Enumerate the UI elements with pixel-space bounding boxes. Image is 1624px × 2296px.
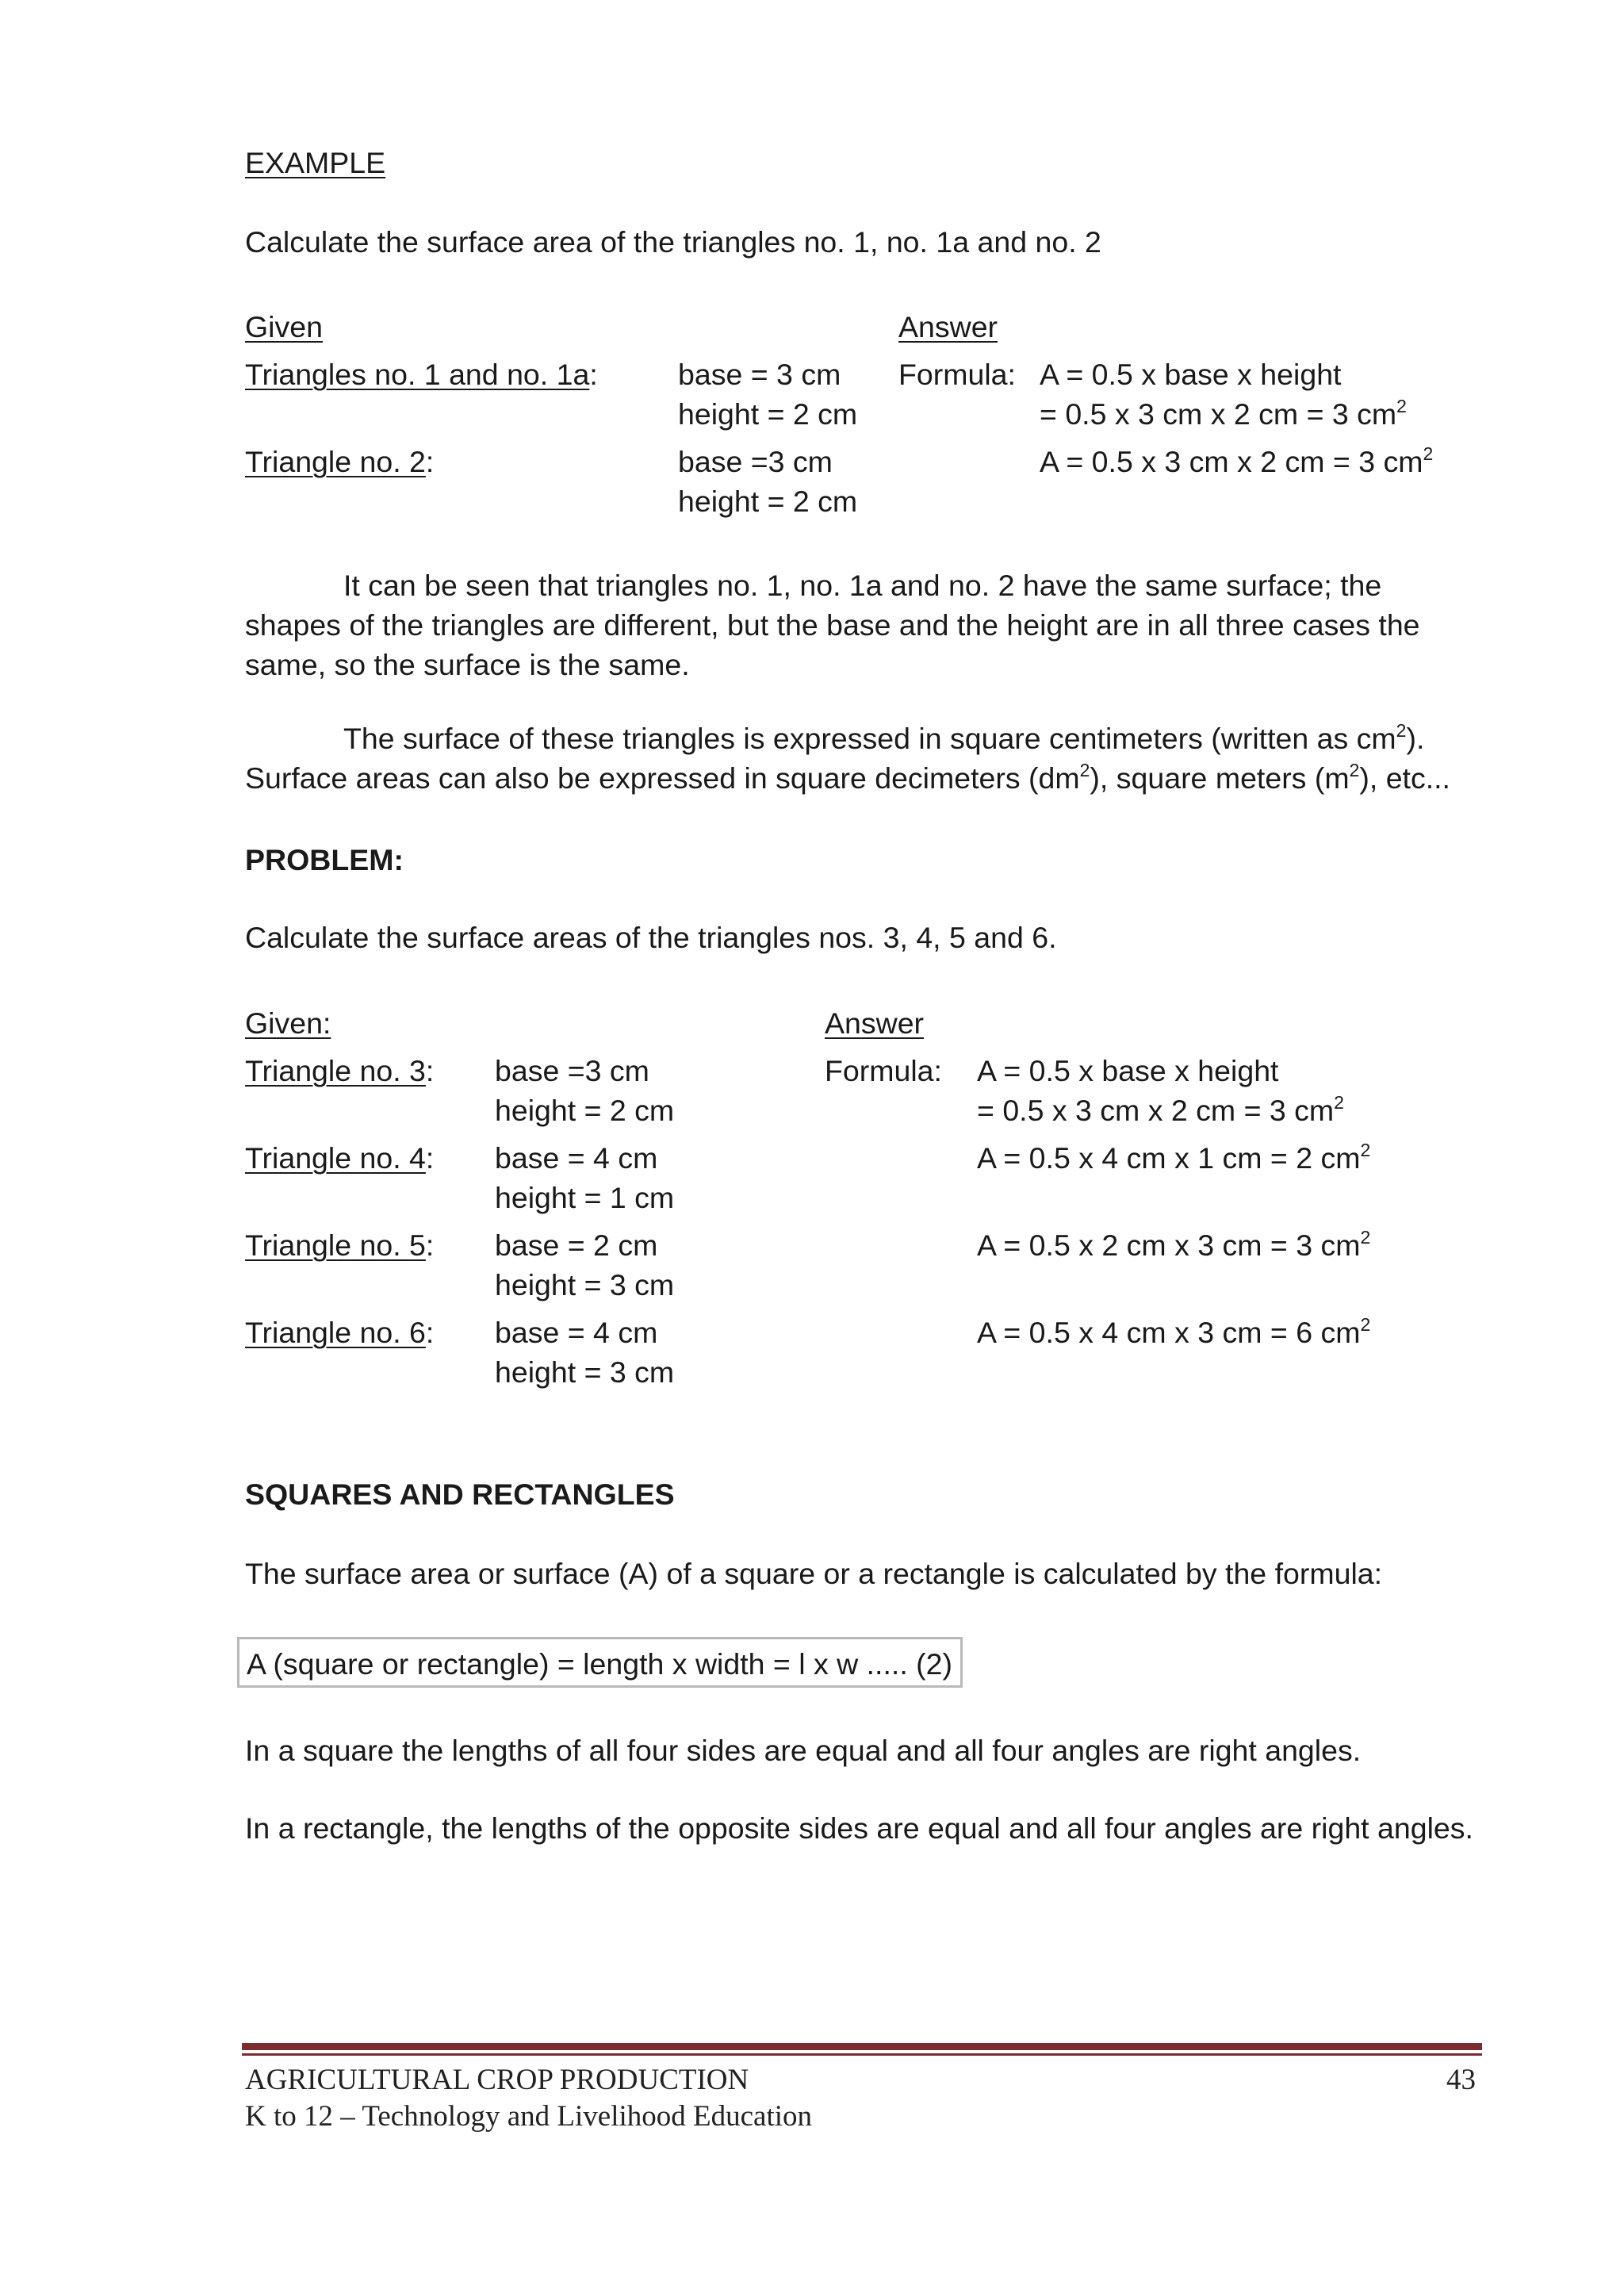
formula-box bbox=[237, 1637, 963, 1688]
problem-row-base: base = 2 cm bbox=[495, 1228, 658, 1262]
paragraph-same-surface: It can be seen that triangles no. 1, no. 1a and no. 2 have the same surface; the shapes of the triangles are different, but the base and the height are in all three cases the same, so the surface is the same. bbox=[245, 569, 1420, 681]
example-formula-label: Formula: bbox=[898, 358, 1016, 391]
example-heading: EXAMPLE bbox=[245, 146, 386, 179]
problem-row-base: base =3 cm bbox=[495, 1054, 649, 1087]
example-row-answer-line2: = 0.5 x 3 cm x 2 cm = 3 $cm^2$ bbox=[1040, 395, 1407, 431]
squares-intro: The surface area or surface (A) of a square or a rectangle is calculated by the formula: bbox=[245, 1557, 1383, 1590]
example-given-label: Given bbox=[245, 310, 323, 343]
example-row-answer: A = 0.5 x 3 cm x 2 cm = 3 $cm^2$ bbox=[1040, 443, 1434, 478]
example-answer-label: Answer bbox=[898, 310, 998, 343]
example-row-base: base =3 cm bbox=[678, 445, 833, 478]
problem-row-name: Triangle no. 5: bbox=[245, 1228, 435, 1262]
area-formula: A (square or rectangle) = length x width = l x w ..... (2) bbox=[247, 1647, 952, 1681]
problem-answer-label: Answer bbox=[825, 1006, 925, 1040]
problem-row-name: Triangle no. 6: bbox=[245, 1316, 435, 1349]
example-row-answer-line1: A = 0.5 x base x height bbox=[1040, 358, 1342, 391]
problem-row-answer: A = 0.5 x 2 cm x 3 cm = 3 $cm^2$ bbox=[977, 1226, 1371, 1262]
problem-given-label: Given: bbox=[245, 1006, 331, 1040]
problem-prompt: Calculate the surface areas of the triangles nos. 3, 4, 5 and 6. bbox=[245, 921, 1057, 954]
rectangle-definition: In a rectangle, the lengths of the opposite sides are equal and all four angles are right angles. bbox=[245, 1811, 1473, 1845]
problem-formula-label: Formula: bbox=[825, 1054, 942, 1087]
problem-row-base: base = 4 cm bbox=[495, 1316, 658, 1349]
problem-row-name: Triangle no. 4: bbox=[245, 1141, 435, 1175]
problem-row-answer: A = 0.5 x 4 cm x 3 cm = 6 $cm^2$ bbox=[977, 1313, 1371, 1349]
problem-heading: PROBLEM: bbox=[245, 843, 404, 876]
page-number: 43 bbox=[1446, 2064, 1476, 2096]
example-prompt: Calculate the surface area of the triangles no. 1, no. 1a and no. 2 bbox=[245, 225, 1101, 259]
footer-title: AGRICULTURAL CROP PRODUCTION bbox=[245, 2064, 749, 2096]
footer-subtitle: K to 12 – Technology and Livelihood Education bbox=[245, 2100, 813, 2133]
problem-formula-line1: A = 0.5 x base x height bbox=[977, 1054, 1279, 1087]
example-row-name: Triangles no. 1 and no. 1a: bbox=[245, 358, 598, 391]
footer-rule bbox=[242, 2043, 1482, 2050]
problem-row-height: height = 2 cm bbox=[495, 1094, 675, 1127]
problem-row-height: height = 3 cm bbox=[495, 1268, 675, 1301]
squares-heading: SQUARES AND RECTANGLES bbox=[245, 1478, 675, 1511]
problem-row-answer: A = 0.5 x 4 cm x 1 cm = 2 $cm^2$ bbox=[977, 1139, 1371, 1175]
example-row-height: height = 2 cm bbox=[678, 397, 858, 431]
example-row-height: height = 2 cm bbox=[678, 485, 858, 518]
problem-row-height: height = 1 cm bbox=[495, 1181, 675, 1214]
footer-rule-thin bbox=[242, 2053, 1482, 2056]
problem-row-name: Triangle no. 3: bbox=[245, 1054, 435, 1087]
problem-row-answer: = 0.5 x 3 cm x 2 cm = 3 $cm^2$ bbox=[977, 1091, 1344, 1127]
square-definition: In a square the lengths of all four sides are equal and all four angles are right angles. bbox=[245, 1734, 1362, 1767]
problem-row-base: base = 4 cm bbox=[495, 1141, 658, 1175]
example-row-base: base = 3 cm bbox=[678, 358, 841, 391]
problem-row-height: height = 3 cm bbox=[495, 1355, 675, 1389]
example-row-name: Triangle no. 2: bbox=[245, 445, 435, 478]
paragraph-units: The surface of these triangles is expressed in square centimeters (written as $cm^2$). Surface areas can also be expressed in square decimeters $(dm^2)$, square meters $(m^2)$, etc... bbox=[245, 719, 1450, 795]
